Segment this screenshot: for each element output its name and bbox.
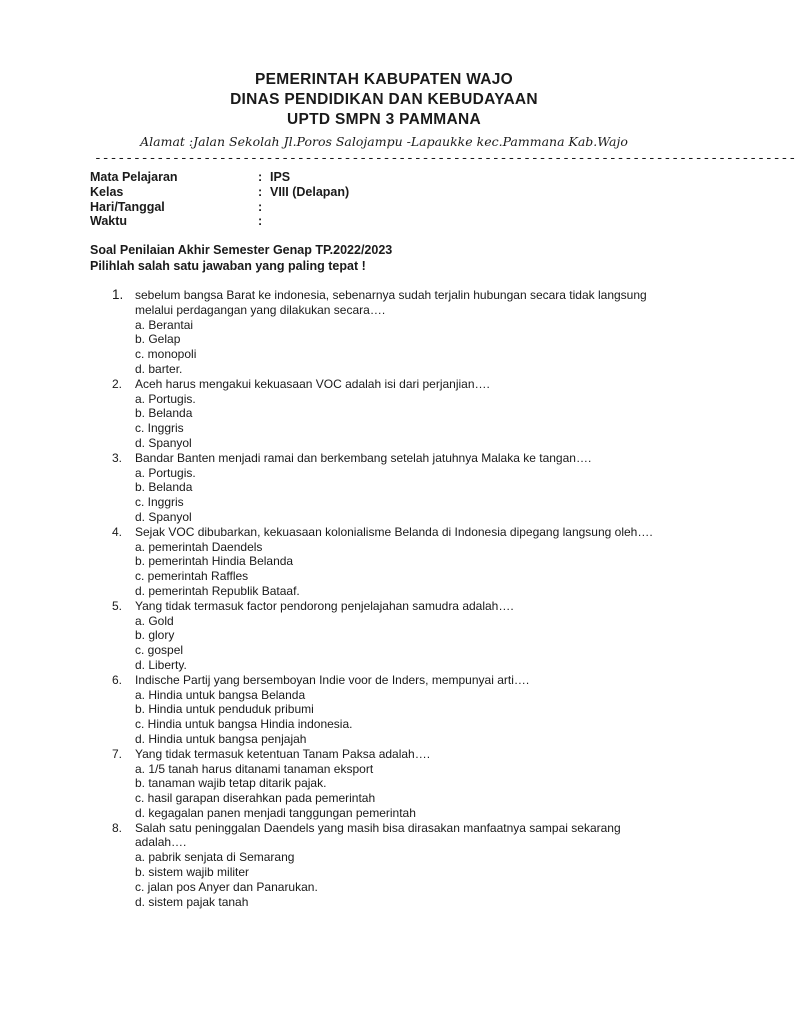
letterhead [0, 70, 768, 151]
answer-option-b: b. Hindia untuk penduduk pribumi [135, 702, 314, 717]
question-text: Yang tidak termasuk factor pendorong penjelajahan samudra adalah…. [135, 598, 514, 613]
answer-option-d: d. Spanyol [135, 435, 192, 450]
answer-option-a: a. Portugis. [135, 391, 196, 406]
info-label: Waktu [90, 214, 128, 229]
exam-info [90, 170, 349, 229]
info-colon: : [258, 199, 263, 214]
info-colon: : [258, 184, 263, 199]
answer-option-b: b. Gelap [135, 332, 181, 347]
question-number: 4. [112, 524, 123, 539]
info-row-subject [90, 170, 349, 185]
answer-option-a: a. Hindia untuk bangsa Belanda [135, 687, 306, 702]
answer-option-a: a. pemerintah Daendels [135, 539, 263, 554]
question-number: 7. [112, 746, 123, 761]
question-text: sebelum bangsa Barat ke indonesia, sebenarnya sudah terjalin hubungan secara tidak langsung melalui perdagangan yang dilakukan secara…. [135, 288, 647, 317]
question-5 [0, 599, 768, 673]
school-title: UPTD SMPN 3 PAMMANA [286, 111, 481, 128]
info-value: IPS [270, 170, 291, 184]
question-text: Yang tidak termasuk ketentuan Tanam Paksa adalah…. [135, 746, 431, 761]
question-number: 2. [112, 376, 123, 391]
question-3 [0, 451, 768, 525]
answer-option-b: b. Belanda [135, 406, 193, 421]
answer-option-a: a. Gold [135, 613, 174, 628]
question-list [0, 288, 768, 909]
answer-option-c: c. Inggris [135, 421, 184, 436]
answer-option-c: c. jalan pos Anyer dan Panarukan. [135, 879, 318, 894]
answer-option-b: b. tanaman wajib tetap ditarik pajak. [135, 776, 327, 791]
answer-option-d: d. Spanyol [135, 509, 192, 524]
exam-directive: Pilihlah salah satu jawaban yang paling tepat ! [90, 258, 366, 273]
government-title: PEMERINTAH KABUPATEN WAJO [254, 71, 514, 88]
header-divider: ------------------------------------------------------------------------------------------ [94, 151, 796, 166]
question-1 [0, 288, 768, 377]
answer-option-c: c. Hindia untuk bangsa Hindia indonesia. [135, 717, 353, 732]
info-row-date [90, 200, 349, 215]
answer-option-d: d. Hindia untuk bangsa penjajah [135, 731, 307, 746]
answer-option-a: a. pabrik senjata di Semarang [135, 850, 295, 865]
answer-option-c: c. hasil garapan diserahkan pada pemerintah [135, 791, 376, 806]
question-text: Salah satu peninggalan Daendels yang masih bisa dirasakan manfaatnya sampai sekarang adalah…. [135, 820, 621, 850]
exam-title: Soal Penilaian Akhir Semester Genap TP.2022/2023 [90, 243, 393, 257]
answer-option-d: d. sistem pajak tanah [135, 894, 249, 909]
answer-option-b: b. sistem wajib militer [135, 865, 250, 880]
info-label: Hari/Tanggal [90, 199, 165, 214]
department-title: DINAS PENDIDIKAN DAN KEBUDAYAAN [230, 91, 538, 108]
info-colon: : [258, 214, 263, 229]
info-value: VIII (Delapan) [270, 184, 350, 199]
info-colon: : [258, 170, 263, 184]
question-6 [0, 673, 768, 747]
answer-option-c: c. Inggris [135, 495, 184, 510]
question-number: 1. [112, 287, 124, 302]
question-number: 5. [112, 598, 123, 613]
question-number: 8. [112, 820, 123, 835]
answer-option-c: c. gospel [135, 643, 184, 658]
answer-option-b: b. Belanda [135, 480, 193, 495]
answer-option-d: d. barter. [135, 361, 183, 376]
school-address: Alamat :Jalan Sekolah Jl.Poros Salojampu -Lapaukke kec.Pammana Kab.Wajo [140, 134, 628, 149]
question-7 [0, 747, 768, 821]
info-label: Mata Pelajaran [90, 170, 178, 184]
answer-option-a: a. Portugis. [135, 465, 196, 480]
answer-option-d: d. pemerintah Republik Bataaf. [135, 583, 300, 598]
answer-option-d: d. Liberty. [135, 657, 187, 672]
exam-instructions [90, 243, 392, 274]
question-text: Aceh harus mengakui kekuasaan VOC adalah isi dari perjanjian…. [135, 376, 490, 391]
answer-option-d: d. kegagalan panen menjadi tanggungan pemerintah [135, 805, 416, 820]
question-text: Indische Partij yang bersemboyan Indie voor de Inders, mempunyai arti…. [135, 672, 530, 687]
question-number: 6. [112, 672, 123, 687]
answer-option-b: b. glory [135, 628, 175, 643]
question-number: 3. [112, 450, 123, 465]
answer-option-c: c. monopoli [135, 347, 197, 362]
answer-option-c: c. pemerintah Raffles [135, 569, 249, 584]
info-row-class [90, 185, 349, 200]
answer-option-a: a. Berantai [135, 317, 194, 332]
question-8 [0, 821, 768, 910]
question-4 [0, 525, 768, 599]
info-row-time [90, 214, 349, 229]
question-text: Bandar Banten menjadi ramai dan berkembang setelah jatuhnya Malaka ke tangan…. [135, 450, 592, 465]
answer-option-b: b. pemerintah Hindia Belanda [135, 554, 294, 569]
question-text: Sejak VOC dibubarkan, kekuasaan kolonialisme Belanda di Indonesia dipegang langsung oleh…. [135, 524, 653, 539]
info-label: Kelas [90, 184, 124, 199]
question-2 [0, 377, 768, 451]
answer-option-a: a. 1/5 tanah harus ditanami tanaman eksport [135, 761, 374, 776]
